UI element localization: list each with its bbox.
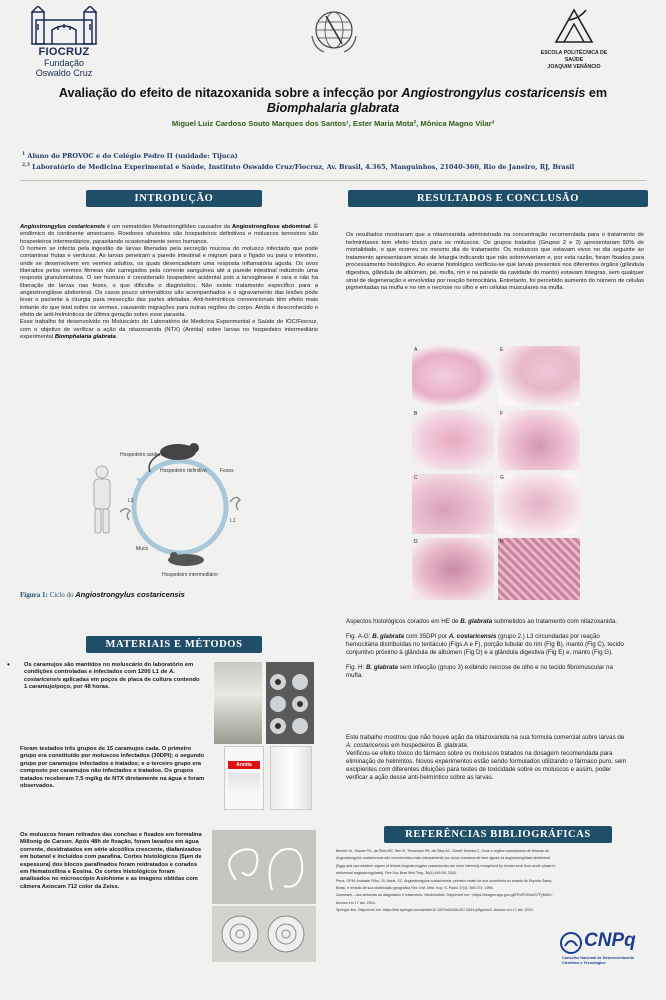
methods-p2: Foram testados três grupos de 15 caramujos cada. O primeiro grupo era constituído por moluscos infectados (30DPI); o segundo grupo por caramujos infectados e tratados; e o terceiro grupo era composto por caramujos não infectados e tratados. Os grupos tratados receberam 7,5 mg/kg de NTX diretamente na água e foram observados. (20, 746, 205, 790)
cnpq-name: CNPq (584, 930, 636, 951)
histo-panel-b: B (412, 410, 494, 470)
reference-line: Brasil, e revisão de sua distribuição geográfica Rev. Inst. Med. trop. S. Paulo 37(4): 369-374, 1995. (336, 886, 494, 891)
caption-3: Fig. H: B. glabrata sem infecção (grupo 3) exibindo necrose de olho e no tecido fibromuscular na mufla. (346, 663, 613, 679)
conclusion-text (346, 734, 628, 781)
photo-larvae-micro (212, 830, 316, 904)
histology-grid (412, 346, 580, 600)
reference-line: Pena, GPM; Andrade Filho, JS; Assis, SC. Angiostrongylus costaricensis: primeiro relato de sua ocorrência no estado do Espírito Santo, (336, 878, 553, 883)
section-intro: INTRODUÇÃO (86, 190, 262, 207)
intro-p1: Angiostrongylus costaricensis é um nematódeo Metastrongilídeo causador da Angiostrongilose abdominal. É endêmico do continente americano. Roedores silvestres são hospedeiros definitivos e moluscos terrestres são hospedeiros intermediários, parasitando ocasionalmente seres humanos. (20, 224, 319, 245)
castle-icon (28, 6, 100, 46)
histo-panel-c: C (412, 474, 494, 534)
epsjv-emblem-icon (534, 6, 614, 46)
section-results: RESULTADOS E CONCLUSÃO (348, 190, 648, 207)
affiliation-2: $^{2,3}$ Laboratório de Medicina Experimental e Saúde, Instituto Oswaldo Cruz/Fiocruz, Av. Brasil, 4.365, Manguinhos, 21040-360, Rio de Janeiro, RJ, Brasil (22, 163, 575, 172)
photo-drug-bottle (270, 746, 312, 810)
photo-snail-jar (214, 662, 262, 744)
results-p1: Os resultados mostraram que a nitazoxanida administrada na concentração recomendada para o tratamento de helmintíases tem efeito tóxico para os moluscos. Os grupos tratados (Grupos 2 e 3) apresentaram 50% de mortalidade, o que ocorreu no mesmo dia do tratamento. Os moluscos que estavam vivos no dia seguinte ao tratamento apresentaram sinais de letargia indicando que não sobreviveriam e, por esta razão, foram fixados para processamento histológico. Ao exame histológico verificou-se que larvas presentes nos diferentes órgãos (glândula digestiva, glândula de albúmen, pé, mufla, rim e na parede da cavidade do manto) estavam íntegras, sem qualquer sinal de degeneração e envolvidas por reação hemocitária. Entretanto, foi percebido aumento do número de células pigmentadas na mufla e no rim e necrose no olho e em células musculares na mufla. (346, 232, 644, 292)
snail-icon (168, 552, 204, 566)
figure-1-caption: Figura 1: Ciclo do Angiostrongylus costaricensis (20, 590, 185, 599)
histology-caption (346, 618, 628, 679)
reference-line: Zoonoses – dos sintomas ao diagnóstico e tratamento- MedicinaNet. Disponível em: <https://images.app.goo.gl/EPwPDHcuiG7FyMK6>. (336, 893, 554, 898)
label-l1: L1 (230, 518, 236, 524)
bullet-dot: • (7, 660, 10, 669)
reference-line: Springer link. Disponível em: https://link.springer.com/article/10.1007/s00436-007-0834-y/figures/1. Acesso em 17 abr. 2024. (336, 908, 534, 913)
epsjv-logo (534, 6, 614, 68)
reference-line: Angiostrongylus costaricensis são reconhecidos mais intensamente por soros humanos de fase aguda na angiostrongilíase abdominal (336, 856, 550, 861)
fiocruz-logo (28, 6, 100, 78)
label-feces: Fezes (220, 468, 234, 474)
label-accidental-host: Hospedeiro acidental (120, 452, 167, 458)
label-definitive-host: Hospedeiro definitivo (160, 468, 207, 474)
cnpq-logo (560, 928, 652, 968)
reference-line: [Eggs and reproductive organs of female Angiostrongylus costaricensis are more intensely recognized by human sera from acute phase in (336, 863, 556, 868)
methods-p1: Os caramujos são mantidos no moluscário do laboratório em condições controladas e infectados com 1200 L1 de A. costaricensis aplicadas em poços de placa de cultura contendo 1 caramujo/poço, por 48 horas. (24, 662, 200, 691)
globe-seal-icon (304, 6, 364, 56)
lifecycle-figure (80, 432, 260, 582)
cnpq-emblem-icon (560, 932, 582, 954)
center-seal (304, 6, 364, 56)
section-methods: MATERIAIS E MÉTODOS (86, 636, 262, 653)
caption-2: Fig. A-G: B. glabrata com 35DPI por A. costaricensis (grupo 2.) L3 circundadas por reação hemocitária distribuídas no tentáculo (Figs.A e F), porção tubular do rim (Fig B), manto (Fig C), tecido conjuntivo próximo à glândula de albúmen (Fig D) e a glândula digestiva (Fig E) e, manto (Fig G). (346, 632, 624, 656)
reference-line: Acesso em 17 abr. 2024. (336, 900, 376, 905)
label-l3: L3 (128, 498, 134, 504)
histo-panel-e: E (498, 346, 580, 406)
intro-text (20, 224, 318, 342)
affiliations (22, 150, 648, 172)
intro-p3: Esse trabalho foi desenvolvido no Moluscário do Laboratório de Medicina Experimental e Saúde do IOC/Fiocruz, com o objetivo de verificar a ação da nitazoxanida (NTX) (Annita) sobre larvas no hospedeiro intermediário experimental Biomphalaria glabrata. (20, 319, 318, 341)
conclusion-p1: Este trabalho mostrou que não houve ação da nitazoxanida na sua formula comercial sobre larvas de A. costaricensis em hospedeiros B. glabrata. (346, 734, 625, 749)
human-icon (94, 466, 110, 533)
photo-culture-plate (266, 662, 314, 744)
label-mucus: Muco (136, 546, 149, 552)
fiocruz-subtitle: Fundação Oswaldo Cruz (35, 58, 93, 78)
histo-panel-g: G (498, 474, 580, 534)
epsjv-line1: ESCOLA POLITÉCNICA DE SAÚDE (540, 50, 608, 63)
fiocruz-name: FIOCRUZ (38, 46, 90, 58)
photo-snail-shells (212, 906, 316, 962)
label-intermediate-host: Hospedeiro intermediário (162, 572, 218, 578)
caption-1: Aspectos histológicos corados em HE de B. glabrata submetidos ao tratamento com nitazoxanida. (346, 618, 618, 625)
histo-panel-d: D (412, 538, 494, 600)
methods-p3: Os moluscos foram retirados das conchas e fixados em formalina Millonig de Carson. Após 48h de fixação, foram lavados em água corrente, desidratados em série alcoólica crescente, diafanizados em butanol e incluídos com parafina. Cortes histológicos (5μm de espessura) dos blocos parafinados foram reidratados e corados em Hematoxilina e Eosina. Os cortes histológicos foram analisados no microscópio Axiohome e as imagens obtidas com câmera Axiocam 712 color da Zeiss. (20, 832, 202, 890)
histo-panel-h: H (498, 538, 580, 600)
histo-panel-f: F (498, 410, 580, 470)
drug-label: Annita (228, 761, 260, 769)
cnpq-subtitle: Conselho Nacional de Desenvolvimento Científico e Tecnológico (562, 956, 635, 965)
affiliation-1: $^1$ Aluno do PROVOC e do Colégio Pedro II (unidade: Tijuca) (22, 152, 238, 161)
larva-l1-icon (230, 497, 240, 510)
epsjv-line2: JOAQUIM VENÂNCIO (547, 64, 601, 70)
reference-line: abdominal angiostrongyliasis]. Rev Soc Bras Med Trop, 36(4):449-54, 2003. (336, 871, 457, 876)
cycle-ring (134, 461, 226, 553)
photo-annita-box (224, 746, 264, 810)
poster-title: Avaliação do efeito de nitazoxanida sobre a infecção por Angiostrongylus costaricensis em Biomphalaria glabrata (58, 86, 608, 115)
larva-l3-icon (120, 509, 130, 520)
authors: Miguel Luiz Cardoso Souto Marques dos Santos¹, Ester Maria Mota², Mônica Magno Vilar³ (171, 119, 495, 128)
intro-p2: O homem se infecta pela ingestão de larvas liberadas pela secreção mucosa do molusco infectado que pode contaminar frutas e verduras. As larvas penetram a parede intestinal e migram para o fígado ou para o intestino, onde se desenvolvem em vermes adultos, os quais desencadeiam uma resposta inflamatória aguda. Os ovos liberados pelos vermes fêmeas são carregados pela corrente sanguínea até a parede intestinal induzindo uma resposta granulomatosa. O ser humano é considerado hospedeiro acidental pois a larvogênese é rara e não há liberação de larvas nas fezes, o que dificulta o diagnóstico. Não existe tratamento específico para a angiostrongilose abdominal. Os casos pouco sintomáticos são acompanhados e o agravamento das lesões pode levar o paciente à cirurgia para ressecção das partes afetadas. Anti-helmínticos convencionais têm efeito mais irritante do que letal sobre os vermes, causando migrações para outras regiões do corpo. Ainda é desconhecido o efeito de anti-helmínticos de última geração sobre esse parasita. (20, 246, 318, 319)
section-references: REFERÊNCIAS BIBLIOGRÁFICAS (384, 826, 612, 843)
header-divider (20, 180, 646, 181)
conclusion-p2: Verificou-se efeito tóxico do fármaco sobre os moluscos tratados na dosagem recomendada para eliminação de helmintos. Novos experimentos estão sendo formulados utilizando o fármaco puro, sem excipientes com diferentes diluições para testes de toxicidade sobre os moluscos e assim, poder verificar a ação desse anti-helmíntico sobre as larvas. (346, 749, 627, 781)
references-list (336, 848, 646, 915)
histo-panel-a: A (412, 346, 494, 406)
reference-line: Bender AL, Maurer RL, da Silva MC, Ben R, Terraciano PB, da Silva AC, Graeff-Teixeira C. Ovos e órgãos reprodutores de fêmeas de (336, 849, 549, 853)
